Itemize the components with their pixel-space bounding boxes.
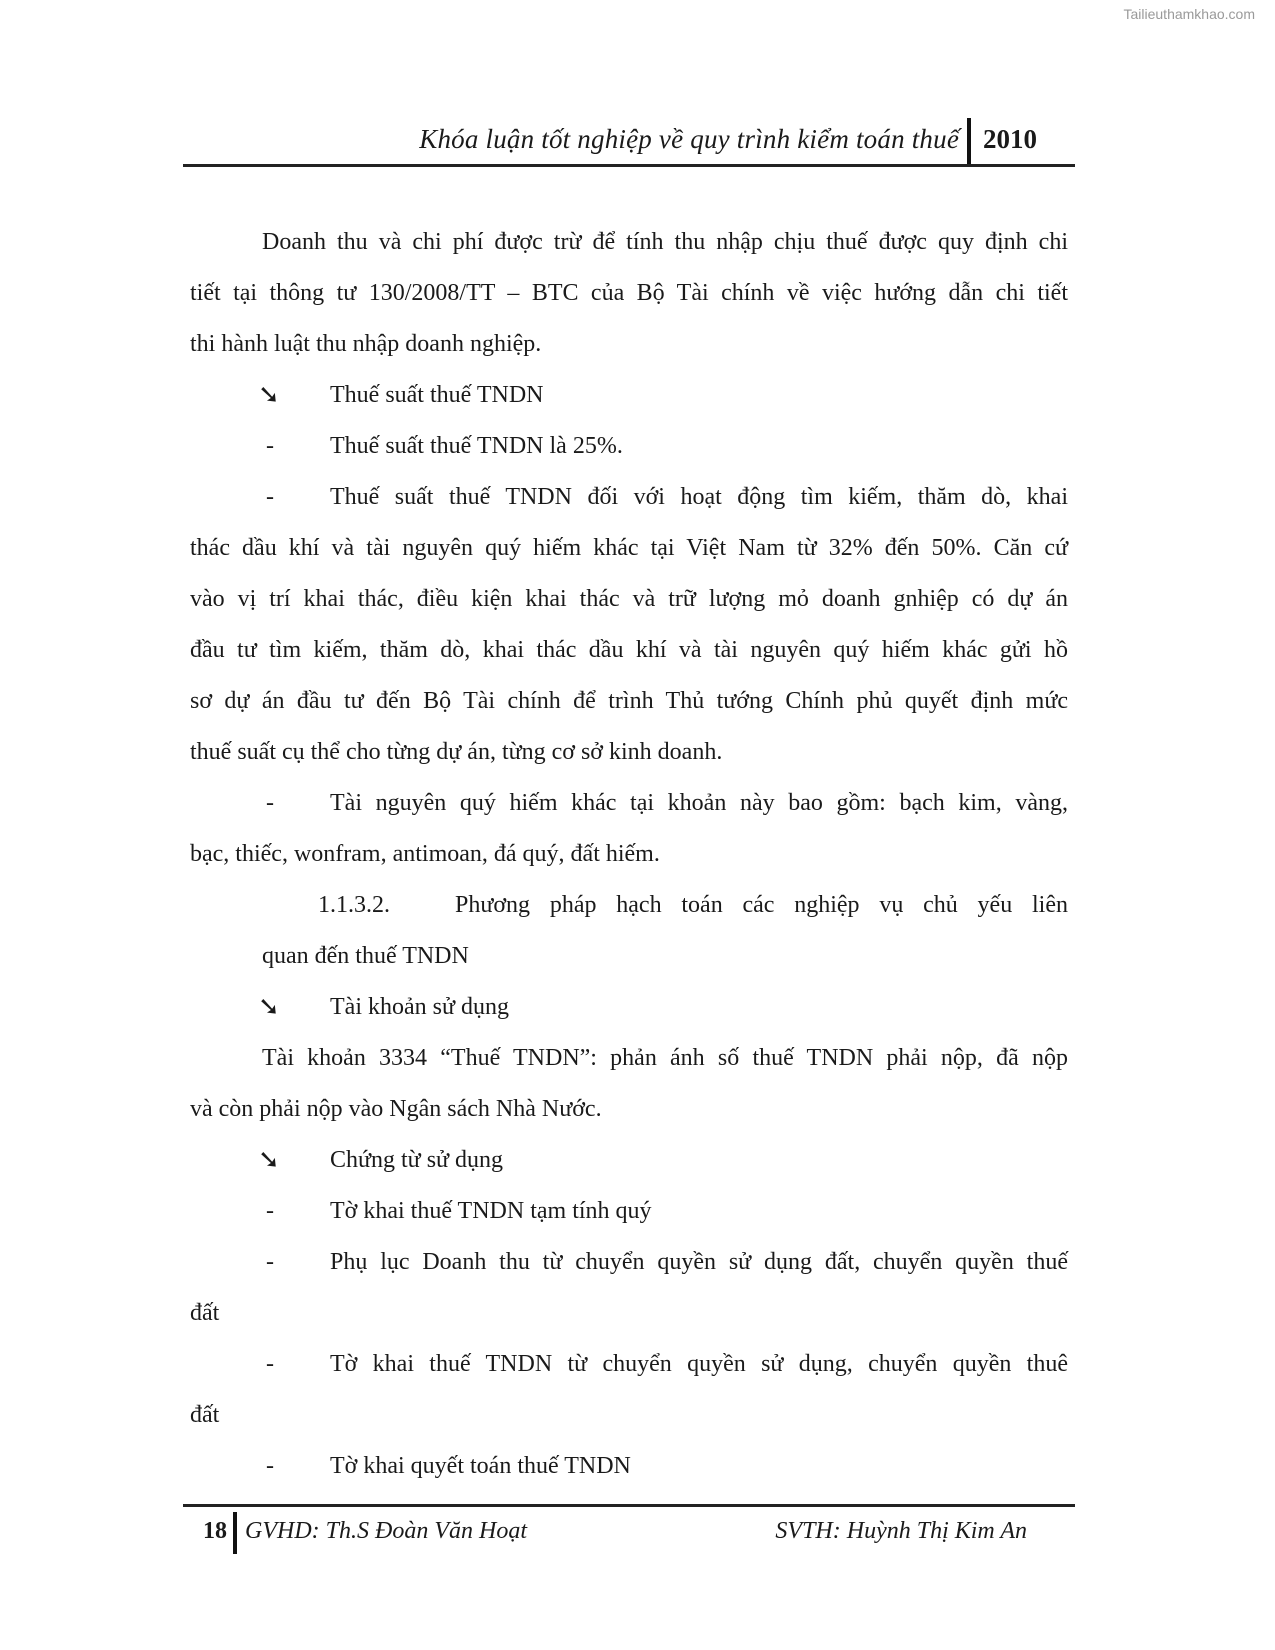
footer-divider <box>233 1512 237 1554</box>
dash-bullet-icon: - <box>266 484 274 510</box>
paragraph-line: sơ dự án đầu tư đến Bộ Tài chính để trình Thủ tướng Chính phủ quyết định mức <box>190 688 1068 714</box>
dash-bullet-icon: - <box>266 1198 274 1224</box>
list-item <box>190 783 1068 834</box>
list-item <box>190 1344 1068 1395</box>
section-title: Phương pháp hạch toán các nghiệp vụ chủ yếu liên <box>455 892 1068 918</box>
heading-text: Thuế suất thuế TNDN <box>330 382 544 408</box>
advisor-name: GVHD: Th.S Đoàn Văn Hoạt <box>245 1518 527 1544</box>
down-arrow-bullet-icon: ➘ <box>258 380 280 409</box>
header-title: Khóa luận tốt nghiệp về quy trình kiểm toán thuế <box>419 124 959 154</box>
dash-bullet-icon: - <box>266 790 274 816</box>
paragraph-line: vào vị trí khai thác, điều kiện khai thác và trữ lượng mỏ doanh gnhiệp có dự án <box>190 586 1068 612</box>
paragraph-line: và còn phải nộp vào Ngân sách Nhà Nước. <box>190 1096 602 1122</box>
paragraph-line: bạc, thiếc, wonfram, antimoan, đá quý, đất hiếm. <box>190 841 660 867</box>
list-item-text: Phụ lục Doanh thu từ chuyển quyền sử dụng đất, chuyển quyền thuế <box>330 1249 1068 1275</box>
dash-bullet-icon: - <box>266 1453 274 1479</box>
list-item <box>190 1242 1068 1293</box>
down-arrow-bullet-icon: ➘ <box>258 1145 280 1174</box>
header-divider <box>967 118 971 166</box>
paragraph-line: Doanh thu và chi phí được trừ để tính thu nhập chịu thuế được quy định chi <box>262 229 1068 255</box>
list-item <box>190 1446 1068 1497</box>
footer-rule <box>183 1504 1075 1507</box>
header-year: 2010 <box>983 124 1037 154</box>
paragraph-line: thuế suất cụ thể cho từng dự án, từng cơ sở kinh doanh. <box>190 739 723 765</box>
page-number: 18 <box>203 1518 227 1544</box>
section-title-cont: quan đến thuế TNDN <box>262 943 469 969</box>
list-item <box>190 426 1068 477</box>
paragraph-line: tiết tại thông tư 130/2008/TT – BTC của Bộ Tài chính về việc hướng dẫn chi tiết <box>190 280 1068 306</box>
section-heading <box>190 885 1068 936</box>
paragraph-line: thi hành luật thu nhập doanh nghiệp. <box>190 331 542 357</box>
list-item-text: Tài nguyên quý hiếm khác tại khoản này bao gồm: bạch kim, vàng, <box>330 790 1068 816</box>
paragraph-line: thác dầu khí và tài nguyên quý hiếm khác tại Việt Nam từ 32% đến 50%. Căn cứ <box>190 535 1068 561</box>
paragraph-line: Tài khoản 3334 “Thuế TNDN”: phản ánh số thuế TNDN phải nộp, đã nộp <box>262 1045 1068 1071</box>
paragraph-line: đầu tư tìm kiếm, thăm dò, khai thác dầu khí và tài nguyên quý hiếm khác gửi hồ <box>190 637 1068 663</box>
paragraph-line: đất <box>190 1402 220 1428</box>
watermark: Tailieuthamkhao.com <box>1123 6 1255 22</box>
heading-documents <box>190 1140 1068 1191</box>
list-item-text: Tờ khai thuế TNDN từ chuyển quyền sử dụng, chuyển quyền thuê <box>330 1351 1068 1377</box>
student-name: SVTH: Huỳnh Thị Kim An <box>775 1518 1027 1544</box>
heading-account <box>190 987 1068 1038</box>
list-item <box>190 477 1068 528</box>
page-footer <box>183 1512 1075 1552</box>
list-item-text: Thuế suất thuế TNDN đối với hoạt động tìm kiếm, thăm dò, khai <box>330 484 1068 510</box>
list-item-text: Thuế suất thuế TNDN là 25%. <box>330 433 623 459</box>
paragraph-line: đất <box>190 1300 220 1326</box>
document-body <box>190 222 1068 1497</box>
list-item <box>190 1191 1068 1242</box>
header-rule <box>183 164 1075 167</box>
section-number: 1.1.3.2. <box>318 892 390 918</box>
dash-bullet-icon: - <box>266 1249 274 1275</box>
heading-tax-rate <box>190 375 1068 426</box>
heading-text: Tài khoản sử dụng <box>330 994 509 1020</box>
list-item-text: Tờ khai thuế TNDN tạm tính quý <box>330 1198 652 1224</box>
dash-bullet-icon: - <box>266 433 274 459</box>
heading-text: Chứng từ sử dụng <box>330 1147 504 1173</box>
down-arrow-bullet-icon: ➘ <box>258 992 280 1021</box>
dash-bullet-icon: - <box>266 1351 274 1377</box>
page-header <box>183 118 1075 166</box>
list-item-text: Tờ khai quyết toán thuế TNDN <box>330 1453 631 1479</box>
